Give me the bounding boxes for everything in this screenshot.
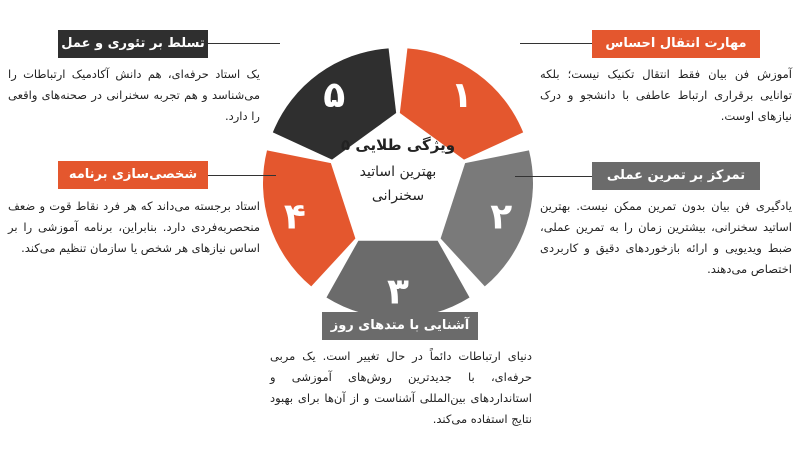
connector-2 <box>515 176 595 177</box>
connector-5 <box>200 43 280 44</box>
item-5-title: تسلط بر تئوری و عمل <box>61 36 205 51</box>
item-3-label <box>322 312 478 340</box>
item-2-label <box>592 162 760 190</box>
item-3-text: دنیای ارتباطات دائماً در حال تغییر است. یک مربی حرفه‌ای، با جدیدترین روش‌های آموزشی و استانداردهای بین‌المللی آشناست و از آن‌ها برای بهبود نتایج استفاده می‌کند. <box>270 349 532 426</box>
center-title: ۵ ویژگی طلایی <box>340 136 456 154</box>
item-5-label <box>58 30 208 58</box>
item-4-label <box>58 161 208 189</box>
wheel-segment-2 <box>441 150 533 286</box>
center-subtitle-line2: سخنرانی <box>371 188 425 204</box>
item-2-text: یادگیری فن بیان بدون تمرین ممکن نیست. بهترین اساتید سخنرانی، بیشترین زمان را به تمرین عملی، ضبط ویدیویی و ارائه بازخوردهای دقیق و کاربردی اختصاص می‌دهند. <box>540 199 792 276</box>
item-1-title: مهارت انتقال احساس <box>605 36 747 51</box>
wheel-segment-number-4: ۴ <box>283 196 306 238</box>
item-5-text: یک استاد حرفه‌ای، هم دانش آکادمیک ارتباطات را می‌شناسد و هم تجربه سخنرانی در صحنه‌های واقعی را دارد. <box>8 67 260 123</box>
connector-1 <box>520 43 600 44</box>
wheel-segment-number-1: ۱ <box>450 75 473 117</box>
item-1-label <box>592 30 760 58</box>
item-1-text: آموزش فن بیان فقط انتقال تکنیک نیست؛ بلکه توانایی برقراری ارتباط عاطفی با دانشجو و درک نیازهای اوست. <box>540 67 792 123</box>
wheel-segment-number-5: ۵ <box>323 75 346 117</box>
item-3-title: آشنایی با متدهای روز <box>330 318 470 333</box>
wheel-segment-number-3: ۳ <box>387 271 409 313</box>
item-4-title: شخصی‌سازی برنامه <box>68 167 198 182</box>
wheel-segment-4 <box>263 150 355 286</box>
wheel-segment-number-2: ۲ <box>490 196 513 238</box>
item-4-text: استاد برجسته می‌داند که هر فرد نقاط قوت و ضعف منحصربه‌فردی دارد. بنابراین، برنامه آموزشی را بر اساس نیازهای هر شخص یا سازمان تنظیم می‌کند. <box>8 199 260 255</box>
center-subtitle-line1: بهترین اساتید <box>359 164 437 180</box>
item-2-title: تمرکز بر تمرین عملی <box>606 168 746 183</box>
connector-4 <box>200 175 276 176</box>
